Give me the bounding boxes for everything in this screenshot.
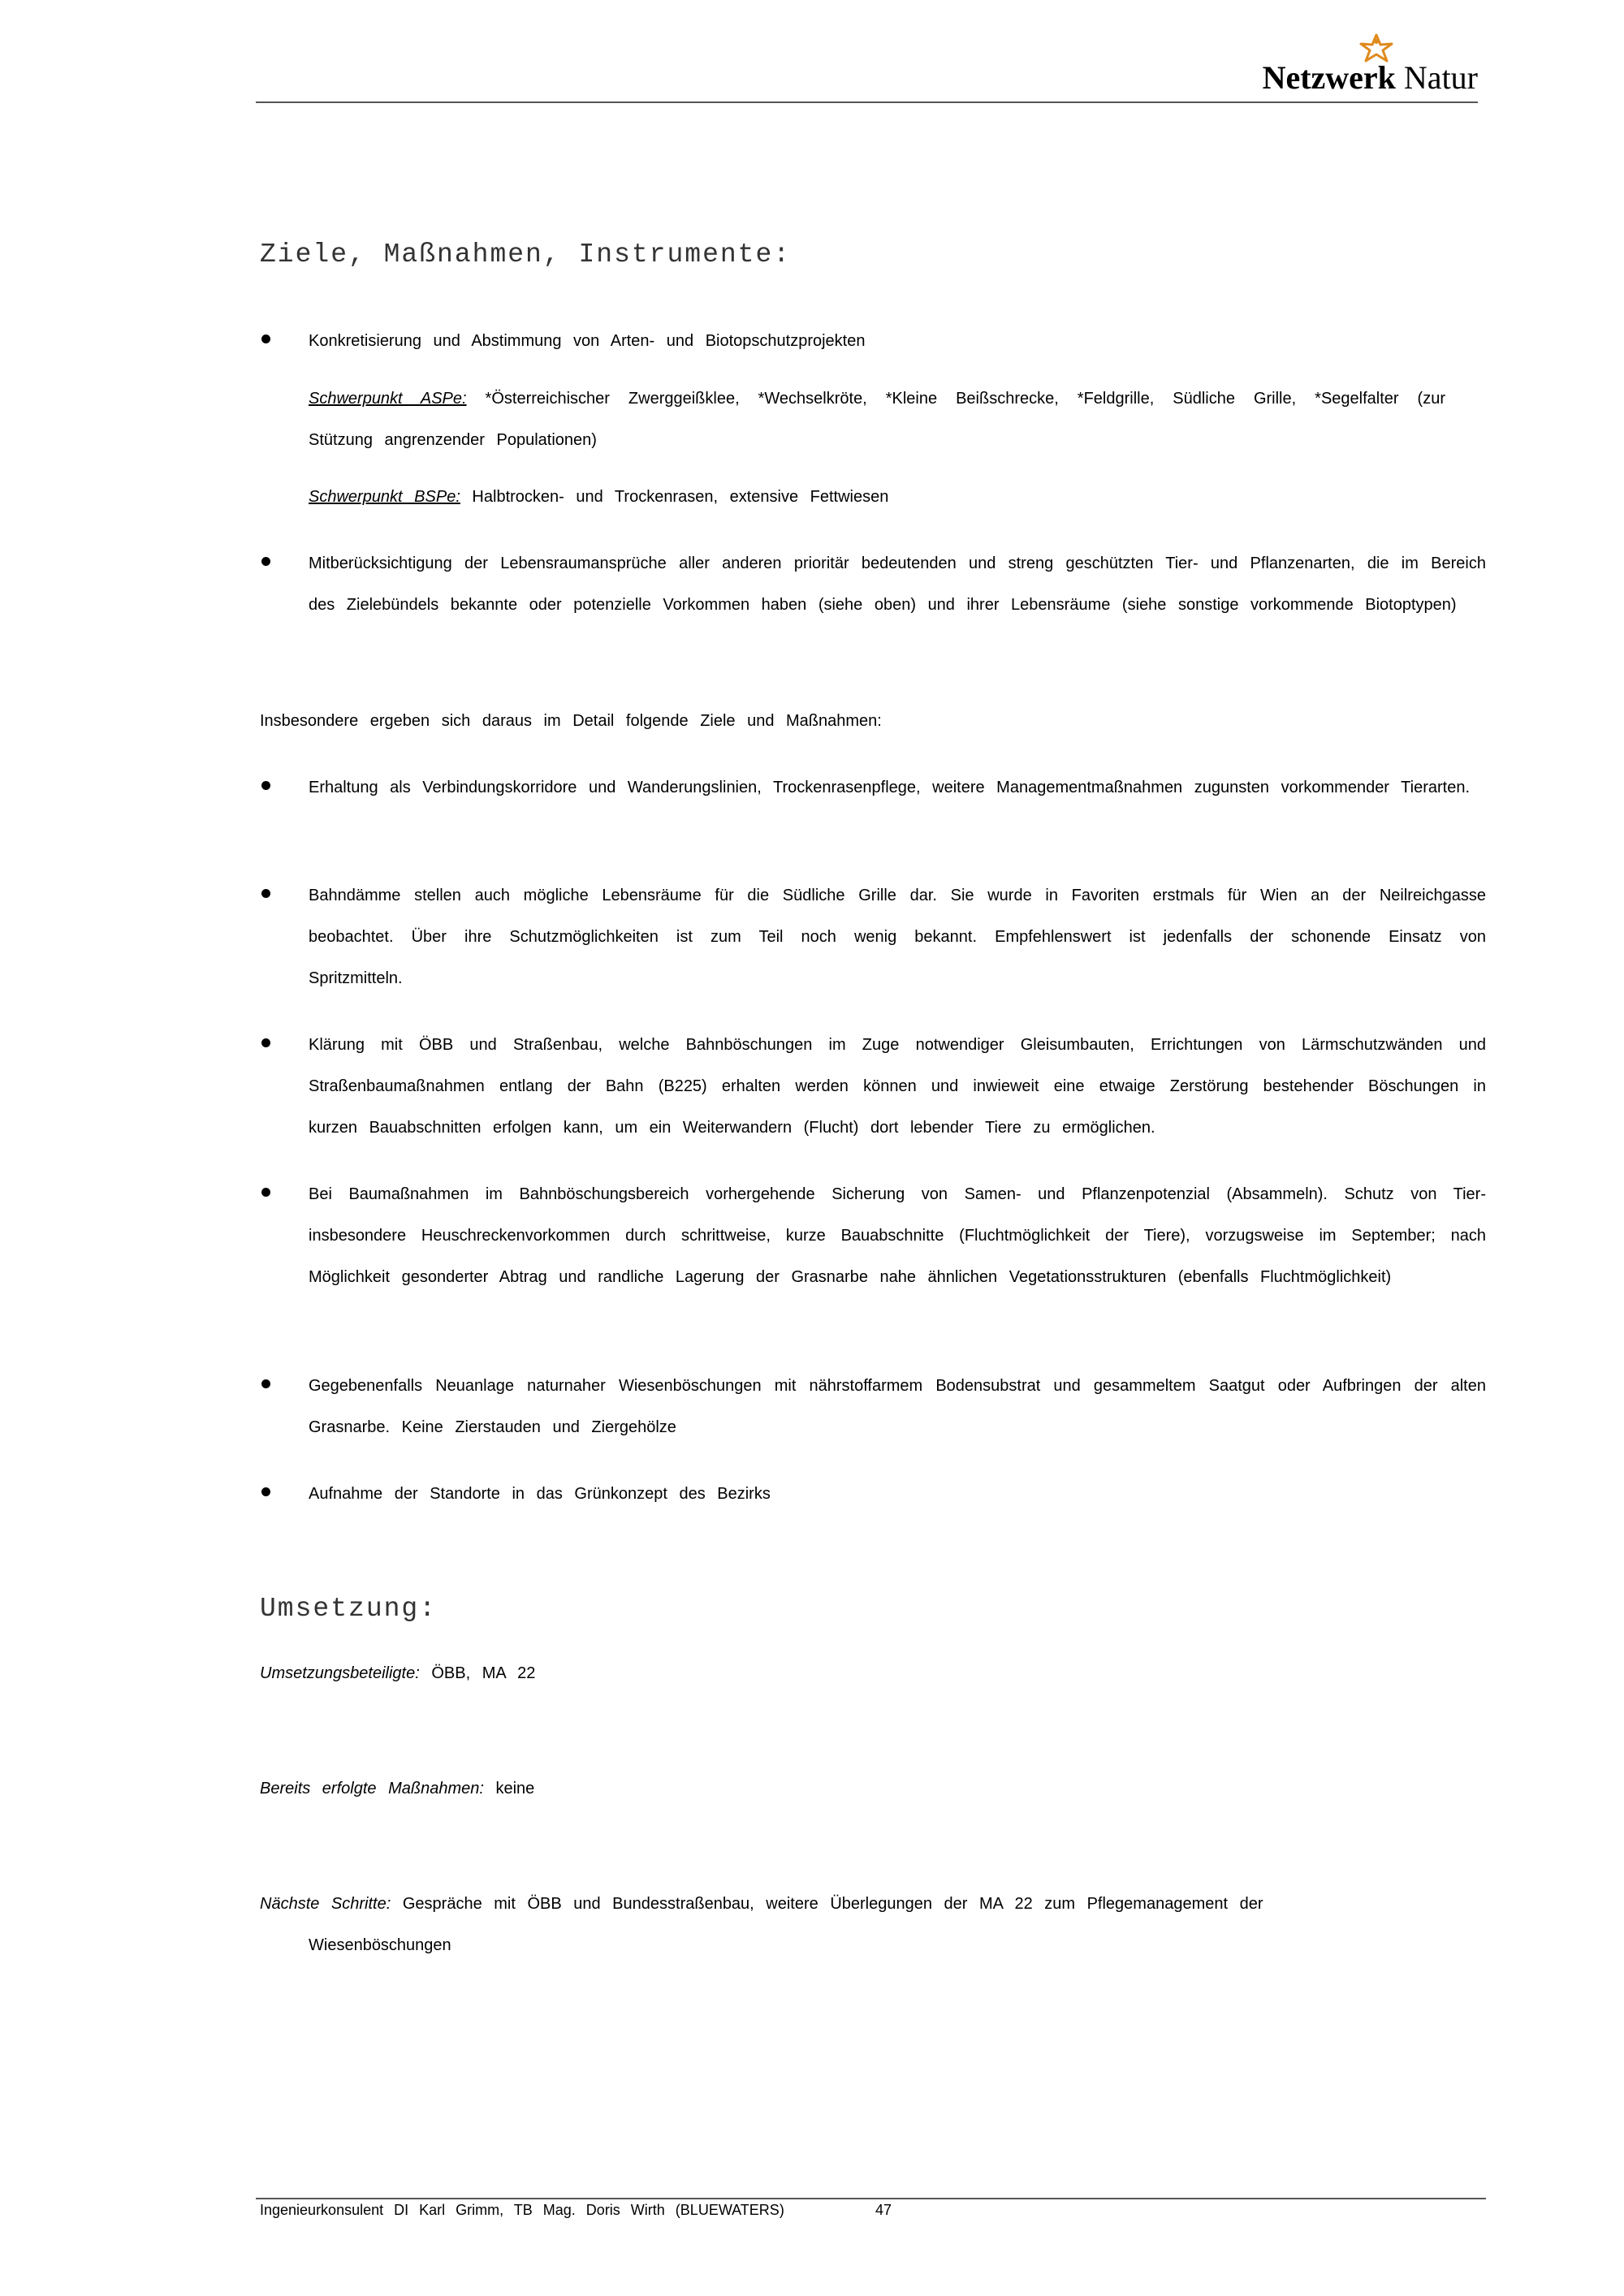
bullet-icon (261, 1038, 270, 1047)
done-label: Bereits erfolgte Maßnahmen: (260, 1780, 484, 1798)
page-number: 47 (875, 2202, 892, 2218)
participants-line (260, 1653, 1478, 1694)
asp-label: Schwerpunkt ASPe: (309, 390, 467, 408)
bsp-text: Halbtrocken- und Trockenrasen, extensive Fettwiesen (460, 488, 889, 506)
intro-paragraph: Insbesondere ergeben sich daraus im Detail folgende Ziele und Maßnahmen: (260, 712, 882, 730)
bullet-icon (261, 889, 270, 898)
logo-text: Netzwerk Natur (1262, 59, 1478, 96)
next-steps-text: Gespräche mit ÖBB und Bundesstraßenbau, weitere Überlegungen der MA 22 zum Pflegemanagement der (391, 1895, 1263, 1913)
next-steps-continuation: Wiesenböschungen (309, 1936, 451, 1954)
bullet-icon (261, 557, 270, 566)
bullet-item-5: Klärung mit ÖBB und Straßenbau, welche Bahnböschungen im Zuge notwendiger Gleisumbauten, Errichtungen von Lärmschutzwänden und Straßenbaumaßnahmen entlang der Bahn (B225) erhalten werden können und inwieweit eine etwaige Zerstörung bestehender Böschungen in kurzen Bauabschnitten erfolgen kann, um ein Weiterwandern (Flucht) dort lebender Tiere zu ermöglichen. (309, 1036, 1486, 1137)
bullet-item-6: Bei Baumaßnahmen im Bahnböschungsbereich vorhergehende Sicherung von Samen- und Pflanzenpotenzial (Absammeln). Schutz von Tier- insbesondere Heuschreckenvorkommen durch schrittweise, kurze Bauabschnitte (Fluchtmöglichkeit der Tiere), vorzugsweise im September; nach Möglichkeit gesonderter Abtrag und randliche Lagerung der Grasnarbe nahe ähnlichen Vegetationsstrukturen (ebenfalls Fluchtmöglichkeit) (309, 1185, 1486, 1286)
bullet-item-2: Mitberücksichtigung der Lebensraumansprüche aller anderen prioritär bedeutenden und streng geschützten Tier- und Pflanzenarten, die im Bereich des Zielebündels bekannte oder potenzielle Vorkommen haben (siehe oben) und ihrer Lebensräume (siehe sonstige vorkommende Biotoptypen) (309, 555, 1486, 614)
bsp-label: Schwerpunkt BSPe: (309, 488, 460, 506)
done-text: keine (483, 1780, 535, 1798)
bullet-item-3: Erhaltung als Verbindungskorridore und Wanderungslinien, Trockenrasenpflege, weitere Managementmaßnahmen zugunsten vorkommender Tierarten. (309, 779, 1471, 796)
header-divider (256, 101, 1478, 103)
participants-label: Umsetzungsbeteiligte: (260, 1664, 420, 1682)
bullet-icon (261, 1188, 270, 1197)
next-steps-line (260, 1884, 1478, 1925)
next-steps-label: Nächste Schritte: (260, 1895, 391, 1913)
bsp-paragraph (309, 477, 1445, 518)
netzwerk-natur-logo (1218, 32, 1478, 97)
asp-text: *Österreichischer Zwerggeißklee, *Wechselkröte, *Kleine Beißschrecke, *Feldgrille, Südliche Grille, *Segelfalter (zur Stützung angrenzender Populationen) (309, 390, 1445, 449)
asp-paragraph (309, 378, 1445, 461)
footer-credit: Ingenieurkonsulent DI Karl Grimm, TB Mag. Doris Wirth (BLUEWATERS) (260, 2202, 784, 2218)
done-line (260, 1768, 1478, 1810)
participants-text: ÖBB, MA 22 (419, 1664, 536, 1682)
bullet-item-7: Gegebenenfalls Neuanlage naturnaher Wiesenböschungen mit nährstoffarmem Bodensubstrat und gesammeltem Saatgut oder Aufbringen der alten Grasnarbe. Keine Zierstauden und Ziergehölze (309, 1377, 1486, 1436)
section-title-implementation: Umsetzung: (260, 1594, 438, 1624)
section-title-goals: Ziele, Maßnahmen, Instrumente: (260, 240, 792, 270)
bullet-item-1: Konkretisierung und Abstimmung von Arten- und Biotopschutzprojekten (309, 332, 866, 350)
bullet-icon (261, 1487, 270, 1496)
bullet-icon (261, 781, 270, 790)
footer-divider (256, 2198, 1486, 2199)
bullet-icon (261, 1379, 270, 1388)
bullet-item-8: Aufnahme der Standorte in das Grünkonzept des Bezirks (309, 1485, 771, 1503)
bullet-icon (261, 334, 270, 343)
bullet-item-4: Bahndämme stellen auch mögliche Lebensräume für die Südliche Grille dar. Sie wurde in Favoriten erstmals für Wien an der Neilreichgasse beobachtet. Über ihre Schutzmöglichkeiten ist zum Teil noch wenig bekannt. Empfehlenswert ist jedenfalls der schonende Einsatz von Spritzmitteln. (309, 887, 1486, 987)
